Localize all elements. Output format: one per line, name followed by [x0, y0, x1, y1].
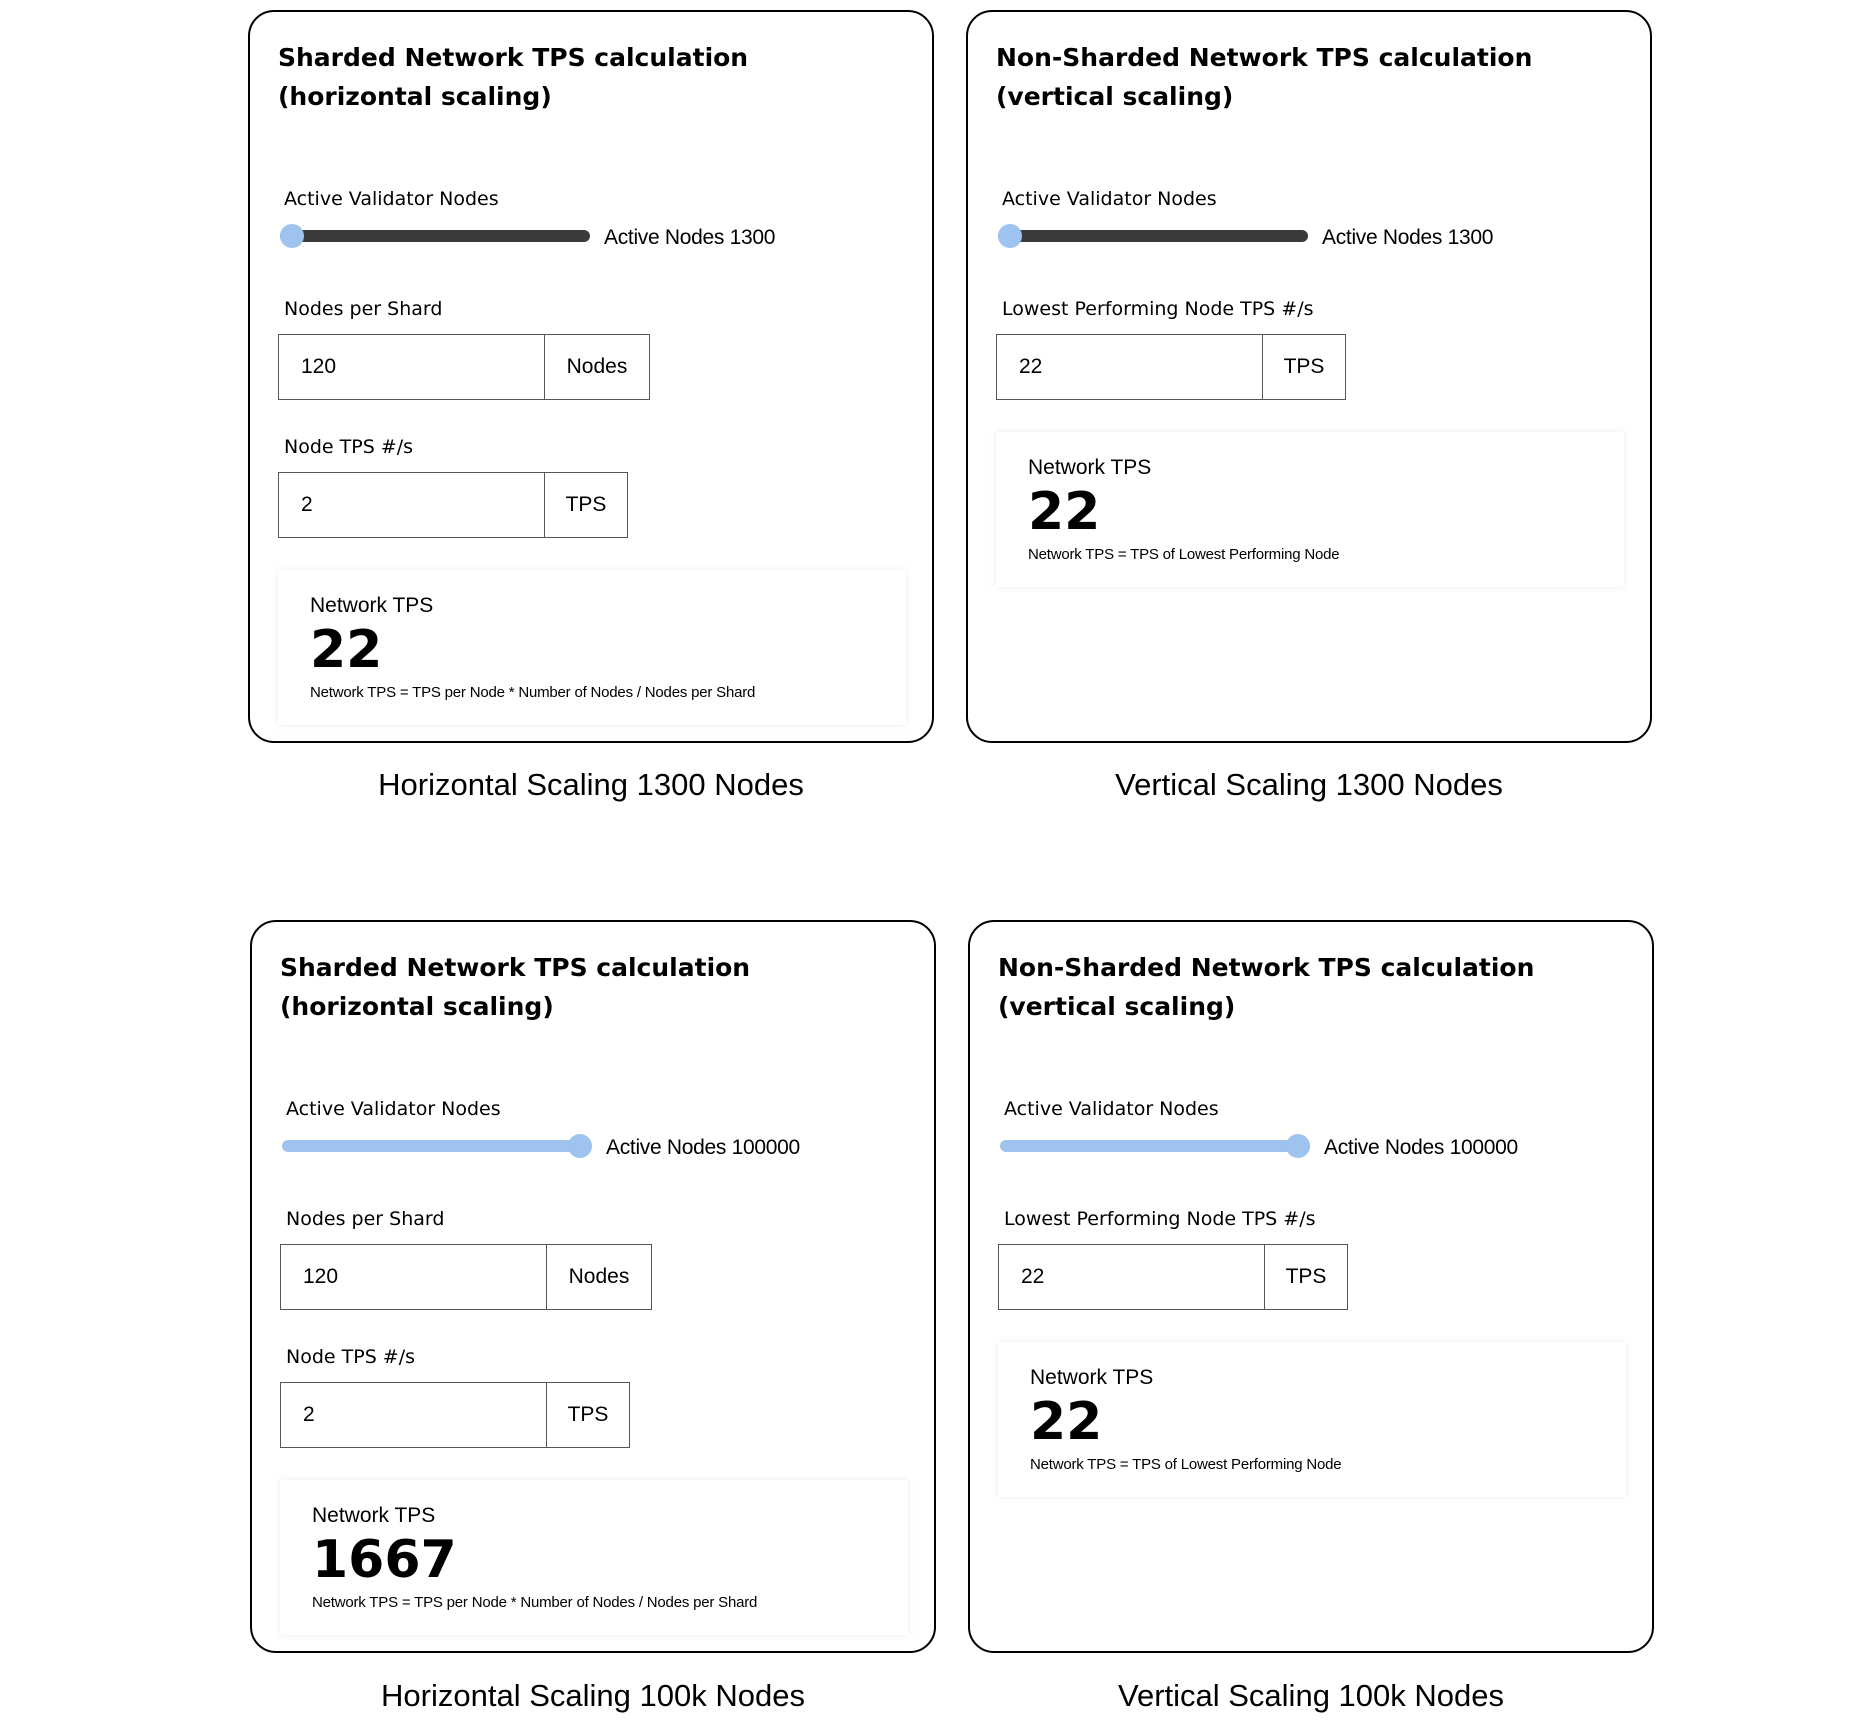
network-tps-result — [996, 432, 1624, 587]
node-tps-input[interactable]: 2 — [279, 473, 545, 537]
tps-unit: TPS — [1285, 1265, 1327, 1288]
nodes-per-shard-label: Nodes per Shard — [286, 1208, 445, 1230]
validator-nodes-label: Active Validator Nodes — [1002, 188, 1217, 210]
active-nodes-slider[interactable] — [282, 1140, 592, 1152]
node-tps-group — [278, 472, 628, 538]
active-nodes-readout: Active Nodes 100000 — [606, 1136, 800, 1159]
active-nodes-readout: Active Nodes 1300 — [604, 226, 776, 249]
figure-caption: Horizontal Scaling 1300 Nodes — [378, 767, 804, 802]
network-tps-label: Network TPS — [1030, 1366, 1154, 1389]
lowest-node-tps-group — [996, 334, 1346, 400]
lowest-node-tps-label: Lowest Performing Node TPS #/s — [1004, 1208, 1316, 1230]
network-tps-formula: Network TPS = TPS per Node * Number of Nodes / Nodes per Shard — [312, 1594, 758, 1611]
card-title: Sharded Network TPS calculation (horizontal scaling) — [278, 43, 749, 111]
node-tps-group — [280, 1382, 630, 1448]
nodes-unit: Nodes — [568, 1265, 630, 1288]
slider-thumb[interactable] — [568, 1134, 592, 1158]
validator-nodes-label: Active Validator Nodes — [284, 188, 499, 210]
tps-unit: TPS — [567, 1403, 609, 1426]
sharded-calculator-card — [248, 10, 934, 743]
sharded-calculator-card — [250, 920, 936, 1653]
active-nodes-readout: Active Nodes 1300 — [1322, 226, 1494, 249]
lowest-node-tps-label: Lowest Performing Node TPS #/s — [1002, 298, 1314, 320]
network-tps-value: 22 — [310, 620, 383, 680]
tps-unit: TPS — [565, 493, 607, 516]
nodes-per-shard-group — [280, 1244, 652, 1310]
slider-thumb[interactable] — [280, 224, 304, 248]
non-sharded-calculator-card — [968, 920, 1654, 1653]
card-title: Sharded Network TPS calculation (horizontal scaling) — [280, 953, 751, 1021]
network-tps-formula: Network TPS = TPS of Lowest Performing Node — [1028, 546, 1340, 563]
network-tps-label: Network TPS — [1028, 456, 1152, 479]
lowest-node-tps-input[interactable]: 22 — [999, 1245, 1265, 1309]
lowest-node-tps-group — [998, 1244, 1348, 1310]
network-tps-value: 1667 — [312, 1530, 457, 1590]
figure-caption: Vertical Scaling 100k Nodes — [1117, 1678, 1504, 1713]
nodes-per-shard-label: Nodes per Shard — [284, 298, 443, 320]
nodes-per-shard-input[interactable]: 120 — [281, 1245, 547, 1309]
active-nodes-slider[interactable] — [998, 230, 1308, 242]
node-tps-label: Node TPS #/s — [284, 436, 414, 458]
network-tps-formula: Network TPS = TPS per Node * Number of Nodes / Nodes per Shard — [310, 684, 756, 701]
network-tps-result — [278, 570, 906, 725]
network-tps-label: Network TPS — [312, 1504, 436, 1527]
non-sharded-calculator-card — [966, 10, 1652, 743]
lowest-node-tps-input[interactable]: 22 — [997, 335, 1263, 399]
network-tps-value: 22 — [1030, 1392, 1103, 1452]
network-tps-label: Network TPS — [310, 594, 434, 617]
validator-nodes-label: Active Validator Nodes — [1004, 1098, 1219, 1120]
nodes-per-shard-input[interactable]: 120 — [279, 335, 545, 399]
figure-caption: Vertical Scaling 1300 Nodes — [1115, 767, 1503, 802]
slider-thumb[interactable] — [1286, 1134, 1310, 1158]
slider-thumb[interactable] — [998, 224, 1022, 248]
active-nodes-slider[interactable] — [1000, 1140, 1310, 1152]
network-tps-value: 22 — [1028, 482, 1101, 542]
network-tps-formula: Network TPS = TPS of Lowest Performing Node — [1030, 1456, 1342, 1473]
figure-caption: Horizontal Scaling 100k Nodes — [381, 1678, 805, 1713]
card-title: Non-Sharded Network TPS calculation (vertical scaling) — [996, 43, 1533, 111]
network-tps-result — [280, 1480, 908, 1635]
network-tps-result — [998, 1342, 1626, 1497]
tps-unit: TPS — [1283, 355, 1325, 378]
nodes-per-shard-group — [278, 334, 650, 400]
validator-nodes-label: Active Validator Nodes — [286, 1098, 501, 1120]
node-tps-input[interactable]: 2 — [281, 1383, 547, 1447]
card-title: Non-Sharded Network TPS calculation (vertical scaling) — [998, 953, 1535, 1021]
node-tps-label: Node TPS #/s — [286, 1346, 416, 1368]
active-nodes-readout: Active Nodes 100000 — [1324, 1136, 1518, 1159]
nodes-unit: Nodes — [566, 355, 628, 378]
active-nodes-slider[interactable] — [280, 230, 590, 242]
